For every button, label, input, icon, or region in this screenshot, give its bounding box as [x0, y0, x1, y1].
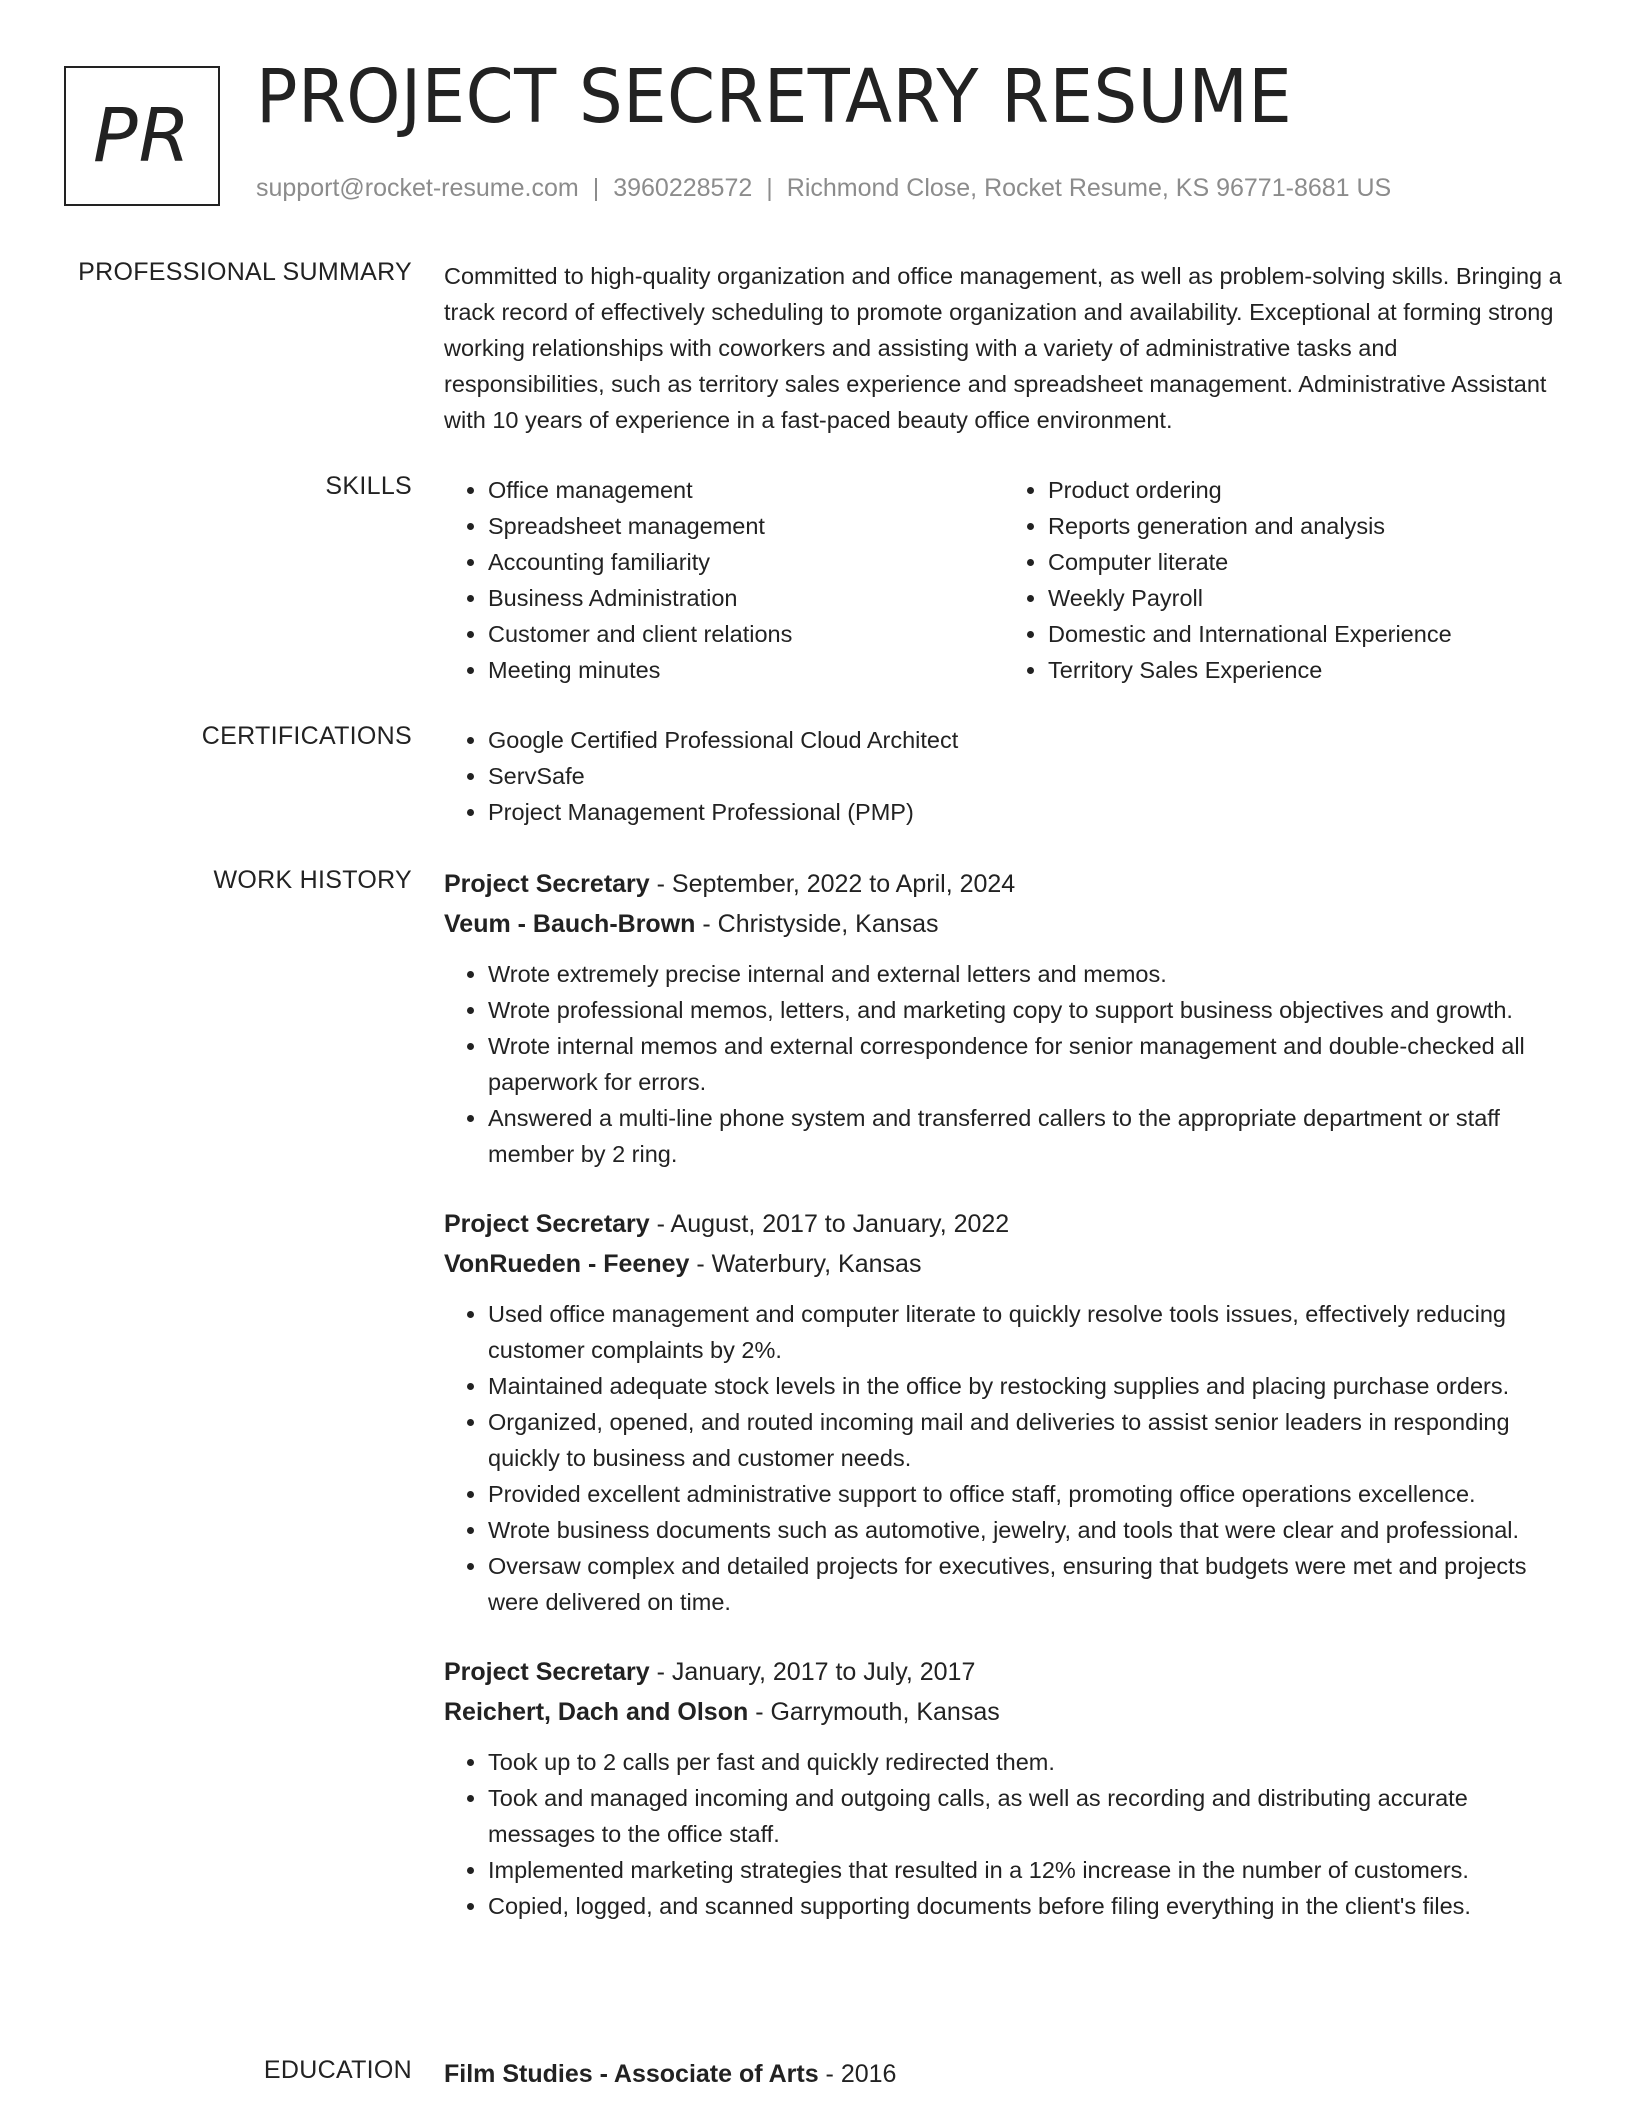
- job-title-line: [444, 1204, 1564, 1244]
- job-bullets: [444, 1296, 1564, 1620]
- section-label-skills: SKILLS: [325, 472, 412, 500]
- job-company-line: [444, 904, 1564, 944]
- job-title-line: [444, 1652, 1564, 1692]
- job-bullet: • Took and managed incoming and outgoing calls, as well as recording and distributing accurate messages to the office staff.: [488, 1780, 1564, 1852]
- certification-item: • Project Management Professional (PMP): [488, 794, 1564, 830]
- section-label-summary: PROFESSIONAL SUMMARY: [78, 258, 412, 286]
- job-bullet: • Wrote internal memos and external correspondence for senior management and double-checked all paperwork for errors.: [488, 1028, 1564, 1100]
- work-history-body: [444, 864, 1564, 1956]
- skill-item: • Spreadsheet management: [488, 508, 1004, 544]
- job-company: VonRueden - Feeney: [444, 1250, 690, 1278]
- summary-body: [444, 258, 1564, 438]
- job-location: - Christyside, Kansas: [695, 910, 939, 938]
- monogram-initials: PR: [92, 93, 192, 179]
- certification-item: • ServSafe: [488, 758, 1564, 794]
- contact-separator: |: [592, 174, 600, 202]
- skill-item: • Domestic and International Experience: [1048, 616, 1564, 652]
- contact-address: Richmond Close, Rocket Resume, KS 96771-8681 US: [786, 174, 1392, 202]
- job-bullet: • Oversaw complex and detailed projects for executives, ensuring that budgets were met and projects were delivered on time.: [488, 1548, 1564, 1620]
- job-dates: - August, 2017 to January, 2022: [649, 1210, 1010, 1238]
- job-company: Reichert, Dach and Olson: [444, 1698, 749, 1726]
- skill-item: • Customer and client relations: [488, 616, 1004, 652]
- section-label-certifications: CERTIFICATIONS: [201, 722, 412, 750]
- education-year: - 2016: [818, 2060, 897, 2088]
- job-bullet: • Wrote extremely precise internal and external letters and memos.: [488, 956, 1564, 992]
- job-title-line: [444, 864, 1564, 904]
- job-bullets: [444, 956, 1564, 1172]
- contact-line: [256, 174, 1391, 203]
- skill-item: • Business Administration: [488, 580, 1004, 616]
- skill-item: • Territory Sales Experience: [1048, 652, 1564, 688]
- education-body: [444, 2054, 1564, 2094]
- job-title: Project Secretary: [444, 1658, 650, 1686]
- job-entry: [444, 864, 1564, 1172]
- job-bullet: • Maintained adequate stock levels in the office by restocking supplies and placing purchase orders.: [488, 1368, 1564, 1404]
- skill-item: • Weekly Payroll: [1048, 580, 1564, 616]
- contact-separator: |: [766, 174, 773, 202]
- job-dates: - January, 2017 to July, 2017: [649, 1658, 976, 1686]
- job-bullet: • Took up to 2 calls per fast and quickly redirected them.: [488, 1744, 1564, 1780]
- skills-body: [444, 472, 1564, 688]
- skill-item: • Computer literate: [1048, 544, 1564, 580]
- skill-item: • Product ordering: [1048, 472, 1564, 508]
- education-degree: Film Studies - Associate of Arts: [444, 2060, 819, 2088]
- certification-item: • Google Certified Professional Cloud Architect: [488, 722, 1564, 758]
- skill-item: • Office management: [488, 472, 1004, 508]
- section-label-education: EDUCATION: [263, 2056, 412, 2084]
- job-bullet: • Implemented marketing strategies that resulted in a 12% increase in the number of customers.: [488, 1852, 1564, 1888]
- contact-email[interactable]: support@rocket-resume.com: [256, 174, 579, 202]
- skill-item: • Meeting minutes: [488, 652, 1004, 688]
- section-label-work-history: WORK HISTORY: [213, 866, 412, 894]
- job-bullet: • Copied, logged, and scanned supporting documents before filing everything in the client's files.: [488, 1888, 1564, 1924]
- job-bullet: • Wrote professional memos, letters, and marketing copy to support business objectives and growth.: [488, 992, 1564, 1028]
- job-title: Project Secretary: [444, 870, 650, 898]
- job-entry: [444, 1204, 1564, 1620]
- skills-list-right: [1004, 472, 1564, 688]
- job-bullet: • Answered a multi-line phone system and transferred callers to the appropriate department or staff member by 2 ring.: [488, 1100, 1564, 1172]
- certifications-list: [444, 722, 1564, 830]
- job-location: - Waterbury, Kansas: [689, 1250, 922, 1278]
- education-line: [444, 2054, 1564, 2094]
- certifications-body: [444, 722, 1564, 830]
- summary-text: Committed to high-quality organization and office management, as well as problem-solving skills. Bringing a track record of effectively scheduling to promote organization and availability. Exceptional at forming strong working relationships with coworkers and assisting with a variety of administrative tasks and responsibilities, such as territory sales experience and spreadsheet management. Administrative Assistant with 10 years of experience in a fast-paced beauty office environment.: [444, 263, 1562, 433]
- job-company: Veum - Bauch-Brown: [444, 910, 696, 938]
- monogram-badge: [64, 66, 220, 206]
- skill-item: • Accounting familiarity: [488, 544, 1004, 580]
- job-bullet: • Used office management and computer literate to quickly resolve tools issues, effectively reducing customer complaints by 2%.: [488, 1296, 1564, 1368]
- job-company-line: [444, 1244, 1564, 1284]
- job-bullet: • Organized, opened, and routed incoming mail and deliveries to assist senior leaders in responding quickly to business and customer needs.: [488, 1404, 1564, 1476]
- job-company-line: [444, 1692, 1564, 1732]
- job-entry: [444, 1652, 1564, 1924]
- job-bullet: • Provided excellent administrative support to office staff, promoting office operations excellence.: [488, 1476, 1564, 1512]
- job-location: - Garrymouth, Kansas: [748, 1698, 1000, 1726]
- job-bullets: [444, 1744, 1564, 1924]
- contact-phone[interactable]: 3960228572: [613, 174, 753, 202]
- job-bullet: • Wrote business documents such as automotive, jewelry, and tools that were clear and professional.: [488, 1512, 1564, 1548]
- skill-item: • Reports generation and analysis: [1048, 508, 1564, 544]
- skills-list-left: [444, 472, 1004, 688]
- page-title: PROJECT SECRETARY RESUME: [256, 54, 1293, 140]
- job-dates: - September, 2022 to April, 2024: [649, 870, 1016, 898]
- job-title: Project Secretary: [444, 1210, 650, 1238]
